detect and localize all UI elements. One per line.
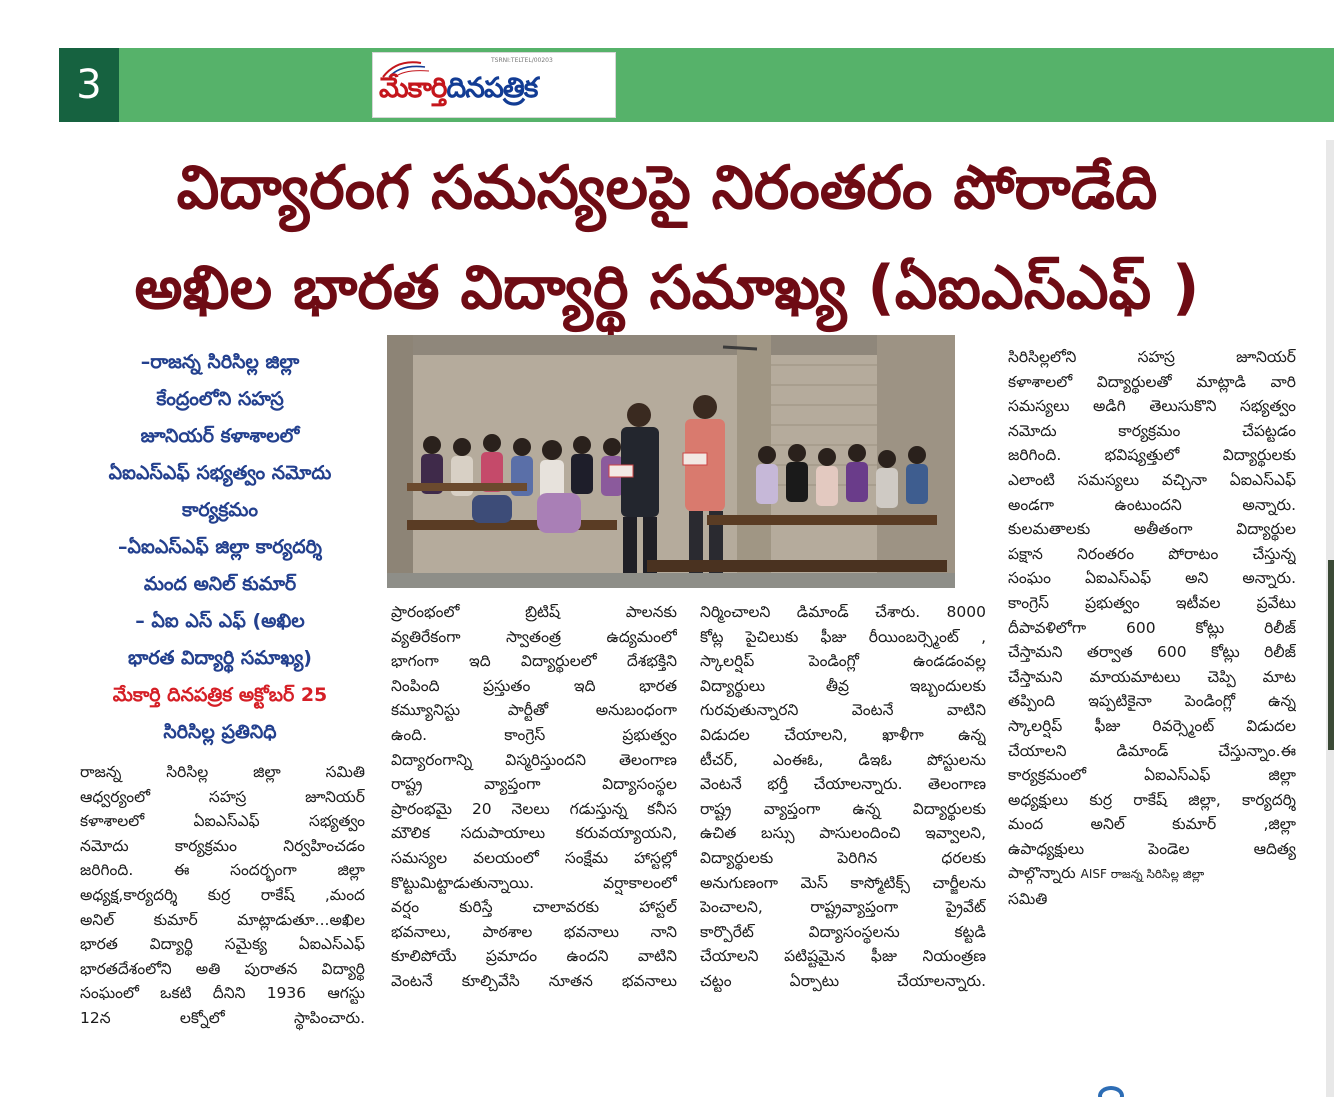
- text-line: భారత విద్యార్థి సమైక్య ఏఐఎస్ఎఫ్: [80, 935, 365, 954]
- text-line: అనుగుణంగా మెస్ కాస్మోటిక్స్ చార్జీలను: [700, 873, 986, 892]
- text-line: రాష్ట్ర వ్యాప్తంగా ఉన్న విద్యార్థులకు: [700, 799, 986, 818]
- text-line: కార్యక్రమంలో ఏఐఎస్ఎఫ్ జిల్లా: [1008, 766, 1296, 785]
- summary-line: జూనియర్ కళాశాలలో: [140, 425, 300, 447]
- text-line: సమస్యలు అడిగి తెలుసుకొని సభ్యత్వం: [1008, 397, 1296, 416]
- text-line: స్కాలర్షిప్ ఫీజు రివర్స్మెంట్ విడుదల: [1008, 716, 1296, 735]
- reporter-credit: సిరిసిల్ల ప్రతినిధి: [163, 721, 277, 743]
- text-line: దీపావళిలోగా 600 కోట్లు రిలీజ్: [1008, 618, 1296, 637]
- text-line: అధ్యక్షులు కుర్ర రాకేష్ జిల్లా, కార్యదర్శి: [1008, 790, 1296, 809]
- text-line: వ్యతిరేకంగా స్వాతంత్ర ఉద్యమంలో: [391, 627, 677, 646]
- text-line: విద్యార్థులు తీవ్ర ఇబ్బందులకు: [700, 676, 986, 695]
- newspaper-masthead: [372, 52, 616, 118]
- text-line: నమోదు కార్యక్రమం నిర్వహించడం: [80, 836, 365, 855]
- masthead-title-part2: దినపత్రిక: [446, 71, 538, 104]
- text-line: కులమతాలకు అతీతంగా విద్యార్థుల: [1008, 520, 1296, 539]
- text-line: కమ్యూనిస్టు పార్టీతో అనుబంధంగా: [391, 701, 677, 720]
- text-line: ప్రారంభంలో బ్రిటిష్ పాలనకు: [391, 603, 677, 621]
- text-line: పక్షాన నిరంతరం పోరాటం చేస్తున్న: [1008, 544, 1296, 563]
- masthead-registration: TSRNI:TELTEL/00203: [491, 57, 553, 64]
- text-line: కార్పొరేట్ విద్యాసంస్థలను కట్టడి: [700, 922, 986, 941]
- text-line: రాజన్న సిరిసిల్ల జిల్లా సమితి: [80, 763, 365, 781]
- summary-line: ఏఐఎస్ఎఫ్ సభ్యత్వం నమోదు: [108, 462, 332, 484]
- closing-text: పాల్గొన్నారు: [1008, 864, 1076, 883]
- text-line: ఉంది. కాంగ్రెస్ ప్రభుత్వం: [391, 725, 677, 744]
- text-line: స్కాలర్షిప్ పెండింగ్లో ఉండడంవల్ల: [700, 652, 986, 671]
- masthead-title: [379, 71, 537, 111]
- text-line: సిరిసిల్లలోని సహస్ర జూనియర్: [1008, 348, 1296, 366]
- article-summary: [70, 344, 370, 751]
- text-line-with-credit: [1008, 861, 1296, 887]
- summary-line: –రాజన్న సిరిసిల్ల జిల్లా: [140, 351, 300, 373]
- text-line: వర్షం కురిస్తే చాలావరకు హాస్టల్: [391, 898, 677, 917]
- text-line: జరిగింది. భవిష్యత్తులో విద్యార్థులకు: [1008, 446, 1296, 465]
- adjacent-page-edge: [1326, 140, 1334, 1097]
- text-line: సమితి: [1008, 890, 1048, 909]
- text-line: కళాశాలలో ఏఐఎస్ఎఫ్ సభ్యత్వం: [80, 812, 365, 831]
- classroom-photo: [387, 335, 955, 588]
- header-bar: [59, 48, 1334, 122]
- text-line: అధ్యక్ష,కార్యదర్శి కుర్ర రాకేష్ ,మంద: [80, 885, 365, 904]
- text-line: కళాశాలలో విద్యార్థులతో మాట్లాడి వారి: [1008, 372, 1296, 391]
- text-line: విద్యార్థులకు పెరిగిన ధరలకు: [700, 848, 986, 867]
- text-line: అనిల్ కుమార్ మాట్లాడుతూ...అఖిల: [80, 910, 365, 929]
- text-line: చేయాలని డిమాండ్ చేస్తున్నాం.ఈ: [1008, 741, 1296, 760]
- text-line: భవనాలు, పాఠశాల భవనాలు నాని: [391, 922, 677, 941]
- text-line: భారతదేశంలోని అతి పురాతన విద్యార్థి: [80, 959, 365, 978]
- text-line: కూలిపోయే ప్రమాదం ఉందని వాటిని: [391, 947, 677, 966]
- text-line: కోట్ల పైచిలుకు ఫీజు రీయింబర్స్మెంట్ ,: [700, 627, 986, 646]
- text-line: చేస్తామని తర్వాత 600 కోట్లు రిలీజ్: [1008, 643, 1296, 662]
- text-line: గురవుతున్నారని వెంటనే వాటిని: [700, 701, 986, 720]
- text-line: సంఘంలో ఒకటి దీనిని 1936 ఆగస్టు: [80, 984, 365, 1003]
- text-line: పెంచాలని, రాష్ట్రవ్యాప్తంగా ప్రైవేట్: [700, 898, 986, 917]
- text-line: విద్యారంగాన్ని విస్మరిస్తుందని తెలంగాణ: [391, 750, 677, 769]
- text-line: వెంటనే భర్తీ చేయాలన్నారు. తెలంగాణ: [700, 775, 986, 794]
- text-line: ప్రారంభమై 20 నెలలు గడుస్తున్న కనీస: [391, 799, 677, 818]
- text-line: కొట్టుమిట్టాడుతున్నాయి. వర్షాకాలంలో: [391, 873, 677, 892]
- text-line: కాంగ్రెస్ ప్రభుత్వం ఇటీవల ప్రవేటు: [1008, 593, 1296, 612]
- text-line: ఉపాధ్యక్షులు పెండెల ఆదిత్య: [1008, 839, 1296, 858]
- text-line: సమస్యల వలయంలో సంక్షేమ హాస్టల్లో: [391, 848, 677, 867]
- text-line: మౌలిక సదుపాయాలు కరువయ్యాయని,: [391, 824, 677, 843]
- organisation-credit: AISF రాజన్న సిరిసిల్ల జిల్లా: [1080, 867, 1205, 882]
- text-line: ఎలాంటి సమస్యలు వచ్చినా ఏఐఎస్ఎఫ్: [1008, 470, 1296, 489]
- text-line: చేస్తామని మాయమాటలు చెప్పి మాట: [1008, 667, 1296, 686]
- text-line: 12న లక్నోలో స్థాపించారు.: [80, 1008, 365, 1027]
- text-line: నింపింది ప్రస్తుతం ఇది భారత: [391, 676, 677, 695]
- article-column-1: [80, 760, 365, 1031]
- text-line: చేయాలని పటిష్టమైన ఫీజు నియంత్రణ: [700, 947, 986, 966]
- text-line: మంద అనిల్ కుమార్ ,జిల్లా: [1008, 815, 1296, 834]
- dateline: మేకార్తి దినపత్రిక అక్టోబర్ 25: [112, 684, 328, 706]
- text-line: జరిగింది. ఈ సందర్భంగా జిల్లా: [80, 861, 365, 880]
- text-line: ఆధ్వర్యంలో సహస్ర జూనియర్: [80, 787, 365, 806]
- text-line: భాగంగా ఇది విద్యార్థులలో దేశభక్తిని: [391, 652, 677, 671]
- article-column-3: [700, 600, 986, 994]
- text-line: నిర్మించాలని డిమాండ్ చేశారు. 8000: [700, 603, 986, 621]
- summary-line: భారత విద్యార్థి సమాఖ్య): [128, 647, 312, 669]
- text-line: టీచర్, ఎంఈఓ, డిఇఓ పోస్టులను: [700, 750, 986, 769]
- page-number: 3: [59, 48, 119, 122]
- summary-line: కార్యక్రమం: [181, 499, 259, 521]
- classroom-photo-illustration: [387, 335, 955, 588]
- article-column-4: [1008, 345, 1296, 912]
- text-line: నమోదు కార్యక్రమం చేపట్టడం: [1008, 421, 1296, 440]
- text-line: ఉచిత బస్సు పాసులందించి ఇవ్వాలని,: [700, 824, 986, 843]
- summary-line: మంద అనిల్ కుమార్: [143, 573, 297, 595]
- article-column-2: [391, 600, 677, 994]
- summary-line: –ఏఐఎస్ఎఫ్ జిల్లా కార్యదర్శి: [118, 536, 322, 558]
- text-line: తప్పింది ఇప్పటికైనా పెండింగ్లో ఉన్న: [1008, 692, 1296, 711]
- headline-line-1: విద్యారంగ సమస్యలపై నిరంతరం పోరాడేది: [176, 153, 1158, 223]
- text-line: రాష్ట్ర వ్యాప్తంగా విద్యాసంస్థల: [391, 775, 677, 794]
- text-line: సంఘం ఏఐఎస్ఎఫ్ అని అన్నారు.: [1008, 569, 1296, 588]
- summary-line: – ఏఐ ఎస్ ఎఫ్ (అఖిల: [135, 610, 305, 632]
- text-line: విడుదల చేయాలని, ఖాళీగా ఉన్న: [700, 725, 986, 744]
- text-line: చట్టం ఏర్పాటు చేయాలన్నారు.: [700, 971, 986, 990]
- page-corner-mark-icon: [1098, 1086, 1124, 1097]
- masthead-title-part1: మేకార్తి: [379, 71, 447, 104]
- headline-line-2: అఖిల భారత విద్యార్థి సమాఖ్య (ఏఐఎస్ఎఫ్ ): [134, 253, 1200, 323]
- text-line: వెంటనే కూల్చివేసి నూతన భవనాలు: [391, 971, 677, 990]
- summary-line: కేంద్రంలోని సహస్ర: [156, 388, 284, 410]
- text-line: అండగా ఉంటుందని అన్నారు.: [1008, 495, 1296, 514]
